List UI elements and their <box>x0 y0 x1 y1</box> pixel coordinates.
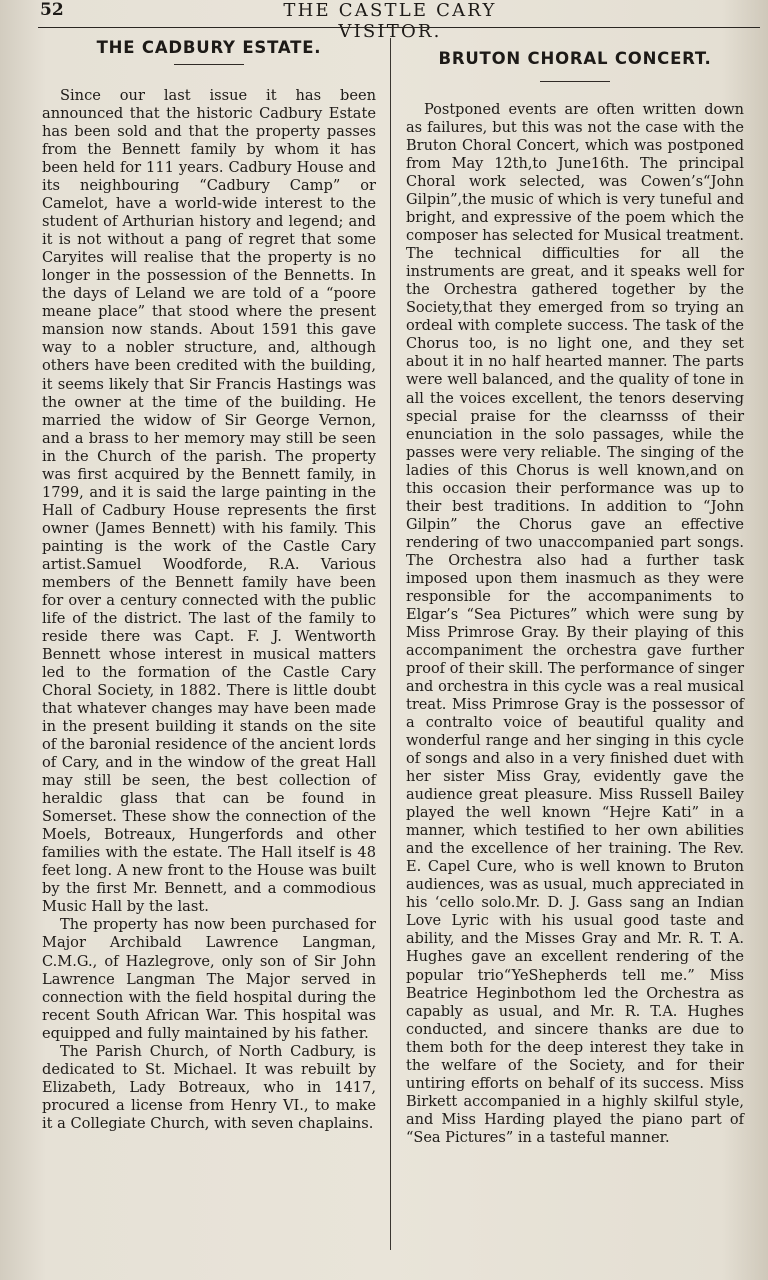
title-underline <box>540 81 610 82</box>
article-paragraph: The property has now been purchased for Major Archibald Lawrence Langman, C.M.G., of Hazlegrove, only son of Sir John Lawrence Langman The Major served in connection with the field hospital during the recent South African War. This hospital was equipped and fully maintained by his father. <box>42 916 376 1042</box>
page-number: 52 <box>40 0 64 20</box>
title-underline <box>174 64 244 65</box>
article-title: THE CADBURY ESTATE. <box>96 38 322 57</box>
article-title: BRUTON CHORAL CONCERT. <box>438 49 712 68</box>
article-paragraph: Since our last issue it has been announced that the historic Cadbury Estate has been sold and that the property passes from the Bennett family by whom it has been held for 111 years. Cadbury House and its neighbouring “Cadbury Camp” or Camelot, have a world-wide interest to the student of Arthurian history and legend; and it is not without a pang of regret that some Caryites will realise that the property is no longer in the possession of the Bennetts. In the days of Leland we are told of a “poore meane place” that stood where the present mansion now stands. About 1591 this gave way to a nobler structure, and, although others have been credited with the building, it seems likely that Sir Francis Hastings was the owner at the time of the building. He married the widow of Sir George Vernon, and a brass to her memory may still be seen in the Church of the parish. The property was first acquired by the Bennett family, in 1799, and it is said the large painting in the Hall of Cadbury House represents the first owner (James Bennett) with his family. This painting is the work of the Castle Cary artist.Samuel Woodforde, R.A. Various members of the Bennett family have been for over a century connected with the public life of the district. The last of the family to reside there was Capt. F. J. Wentworth Bennett whose interest in musical matters led to the formation of the Castle Cary Choral Society, in 1882. There is little doubt that whatever changes may have been made in the present building it stands on the site of the baronial residence of the ancient lords of Cary, and in the window of the great Hall may still be seen, the best collection of heraldic glass that can be found in Somerset. These show the connection of the Moels, Botreaux, Hungerfords and other families with the estate. The Hall itself is 48 feet long. A new front to the House was built by the first Mr. Bennett, and a commodious Music Hall by the last. <box>42 87 376 916</box>
running-head <box>0 0 768 42</box>
column-divider <box>390 38 391 1250</box>
article-cadbury-estate <box>42 36 376 1133</box>
running-title: THE CASTLE CARY VISITOR. <box>283 0 497 42</box>
article-paragraph: Postponed events are often written down as failures, but this was not the case with the Bruton Choral Concert, which was postponed from May 12th,to June16th. The principal Choral work selected, was Cowen’s“John Gilpin”,the music of which is very tuneful and bright, and expressive of the poem which the composer has selected for Musical treatment. The technical difficulties for all the instruments are great, and it speaks well for the Orchestra gathered together by the Society,that they emerged from so trying an ordeal with complete success. The task of the Chorus too, is no light one, and they set about it in no half hearted manner. The parts were well balanced, and the quality of tone in all the voices excellent, the tenors deserving special praise for the clearnsss of their enunciation in the solo passages, while the passes were very reliable. The singing of the ladies of this Chorus is well known,and on this occasion their performance was up to their best traditions. In addition to “John Gilpin” the Chorus gave an effective rendering of two unaccompanied part songs. The Orchestra also had a further task imposed upon them inasmuch as they were responsible for the accompaniments to Elgar’s “Sea Pictures” which were sung by Miss Primrose Gray. By their playing of this accompaniment the orchestra gave further proof of their skill. The performance of singer and orchestra in this cycle was a real musical treat. Miss Primrose Gray is the possessor of a contralto voice of beautiful quality and wonderful range and her singing in this cycle of songs and also in a very finished duet with her sister Miss Gray, evidently gave the audience great pleasure. Miss Russell Bailey played the well known “Hejre Kati” in a manner, which testified to her own abilities and the excellence of her training. The Rev. E. Capel Cure, who is well known to Bruton audiences, was as usual, much appreciated in his ‘cello solo.Mr. D. J. Gass sang an Indian Love Lyric with his usual good taste and ability, and the Misses Gray and Mr. R. T. A. Hughes gave an excellent rendering of the popular trio“YeShepherds tell me.” Miss Beatrice Heginbothom led the Orchestra as capably as usual, and Mr. R. T.A. Hughes conducted, and sincere thanks are due to them both for the deep interest they take in the welfare of the Society, and for their untiring efforts on behalf of its success. Miss Birkett accompanied in a highly skilful style, and Miss Harding played the piano part of “Sea Pictures” in a tasteful manner. <box>406 102 744 1146</box>
header-rule <box>38 27 760 28</box>
article-bruton-choral-concert <box>406 36 744 1147</box>
article-paragraph: The Parish Church, of North Cadbury, is dedicated to St. Michael. It was rebuilt by Elizabeth, Lady Botreaux, who in 1417, procured a license from Henry VI., to make it a Collegiate Church, with seven chaplains. <box>42 1042 376 1132</box>
